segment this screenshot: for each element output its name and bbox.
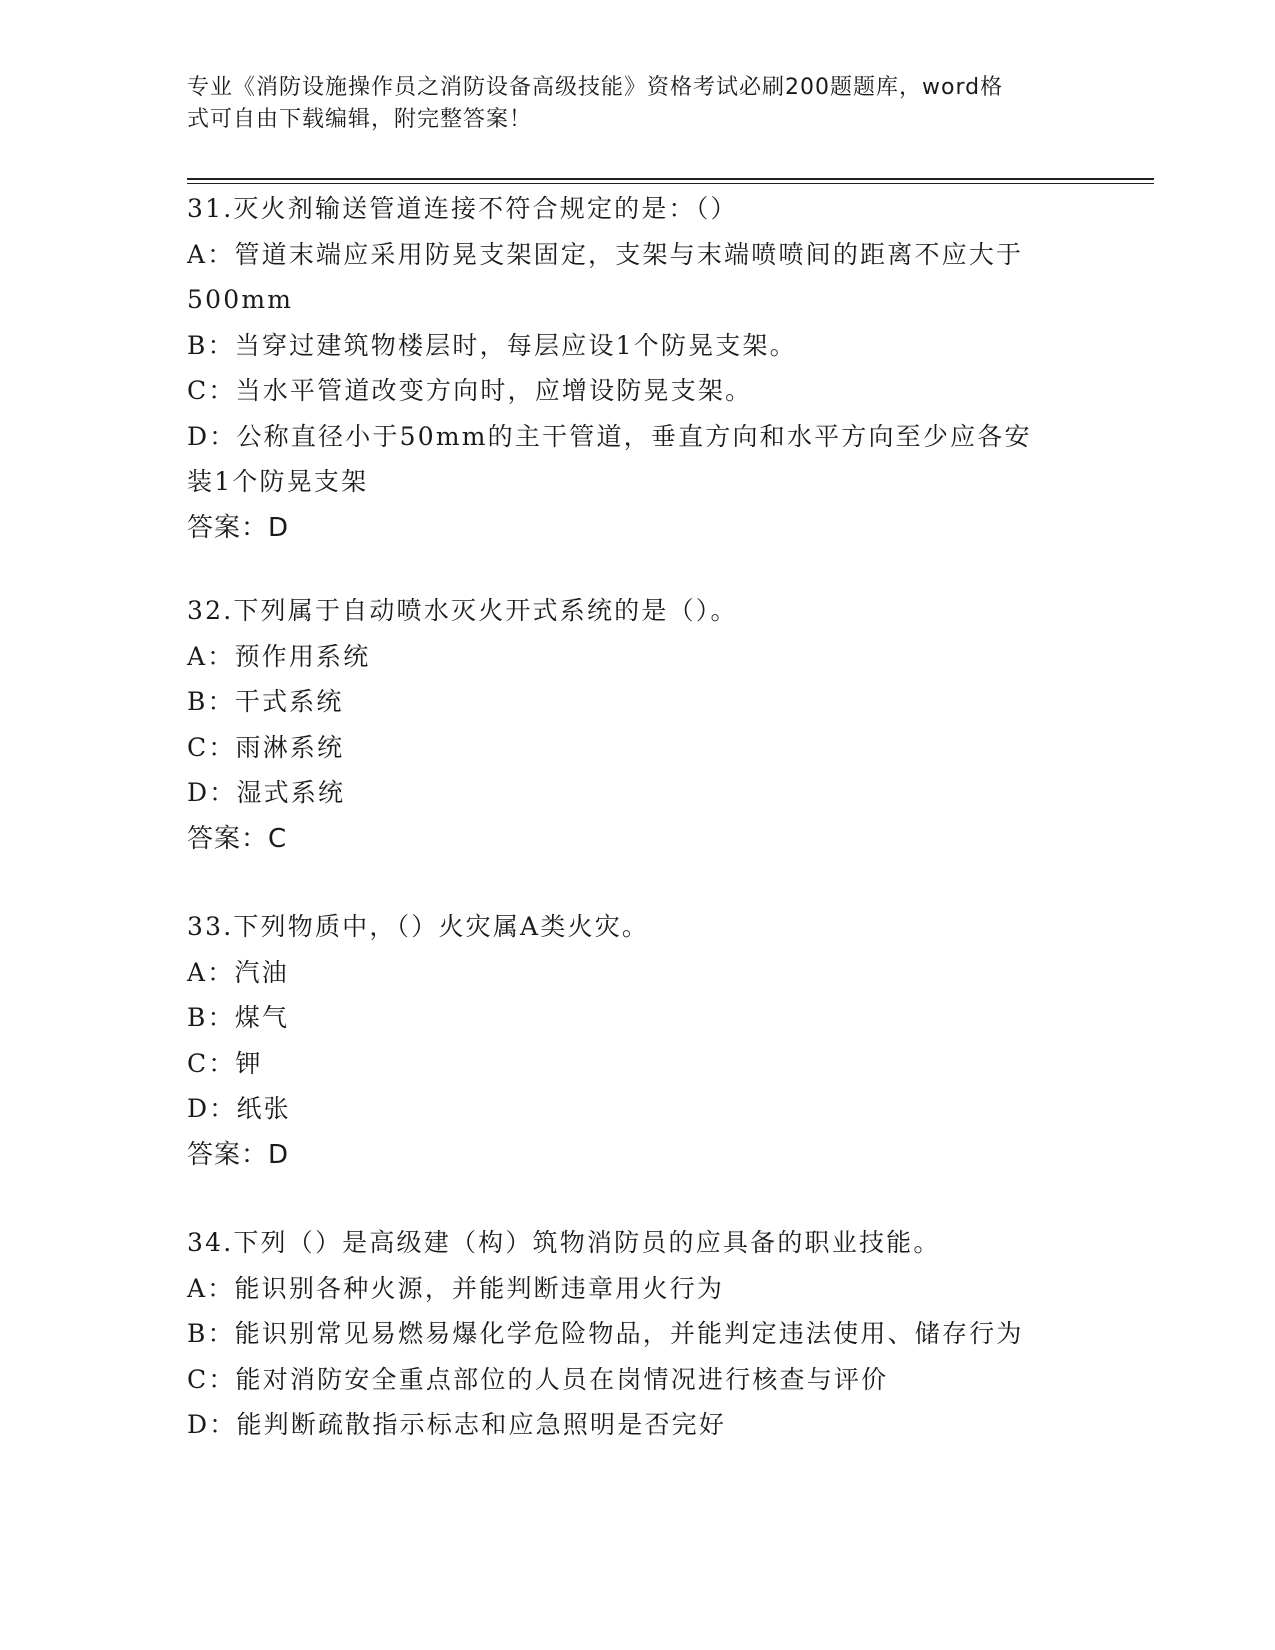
header-line-1: 专业《消防设施操作员之消防设备高级技能》资格考试必刷200题题库，word格 — [187, 75, 1004, 100]
question-stem: 33.下列物质中，（）火灾属A类火灾。 — [187, 912, 650, 941]
option-b: B：煤气 — [187, 1003, 290, 1032]
answer: 答案：D — [187, 512, 290, 543]
option-c: C：能对消防安全重点部位的人员在岗情况进行核查与评价 — [187, 1364, 889, 1394]
question-34 — [187, 1220, 1087, 1448]
answer: 答案：C — [187, 823, 288, 854]
question-stem: 34.下列（）是高级建（构）筑物消防员的应具备的职业技能。 — [187, 1228, 941, 1257]
option-a: A：预作用系统 — [187, 641, 371, 671]
option-d: D：能判断疏散指示标志和应急照明是否完好 — [187, 1410, 727, 1439]
question-32 — [187, 588, 1087, 862]
option-a: A：管道末端应采用防晃支架固定，支架与末端喷喷间的距离不应大于 — [187, 239, 1024, 269]
option-b: B：当穿过建筑物楼层时，每层应设1个防晃支架。 — [187, 330, 797, 360]
option-c: C：雨淋系统 — [187, 732, 345, 762]
option-c: C：当水平管道改变方向时，应增设防晃支架。 — [187, 376, 753, 405]
option-c: C：钾 — [187, 1048, 263, 1078]
option-a: A：能识别各种火源，并能判断违章用火行为 — [187, 1273, 725, 1303]
question-stem: 31.灭火剂输送管道连接不符合规定的是：（） — [187, 194, 738, 223]
question-stem: 32.下列属于自动喷水灭火开式系统的是（）。 — [187, 596, 738, 625]
header-divider-thick — [187, 178, 1154, 180]
option-d: D：纸张 — [187, 1094, 291, 1123]
question-31 — [187, 186, 1087, 551]
header-divider-thin — [187, 183, 1154, 184]
answer: 答案：D — [187, 1139, 290, 1170]
page-header — [187, 72, 1087, 136]
option-d: D：湿式系统 — [187, 778, 346, 807]
option-a: A：汽油 — [187, 957, 289, 987]
option-d-continued: 装1个防晃支架 — [187, 467, 369, 496]
option-d: D：公称直径小于50mm的主干管道，垂直方向和水平方向至少应各安 — [187, 421, 1032, 451]
option-a-continued: 500mm — [187, 285, 294, 314]
option-b: B：能识别常见易燃易爆化学危险物品，并能判定违法使用、储存行为 — [187, 1319, 1024, 1348]
header-line-2: 式可自由下载编辑，附完整答案！ — [187, 107, 533, 132]
option-b: B：干式系统 — [187, 687, 344, 716]
question-33 — [187, 904, 1087, 1178]
